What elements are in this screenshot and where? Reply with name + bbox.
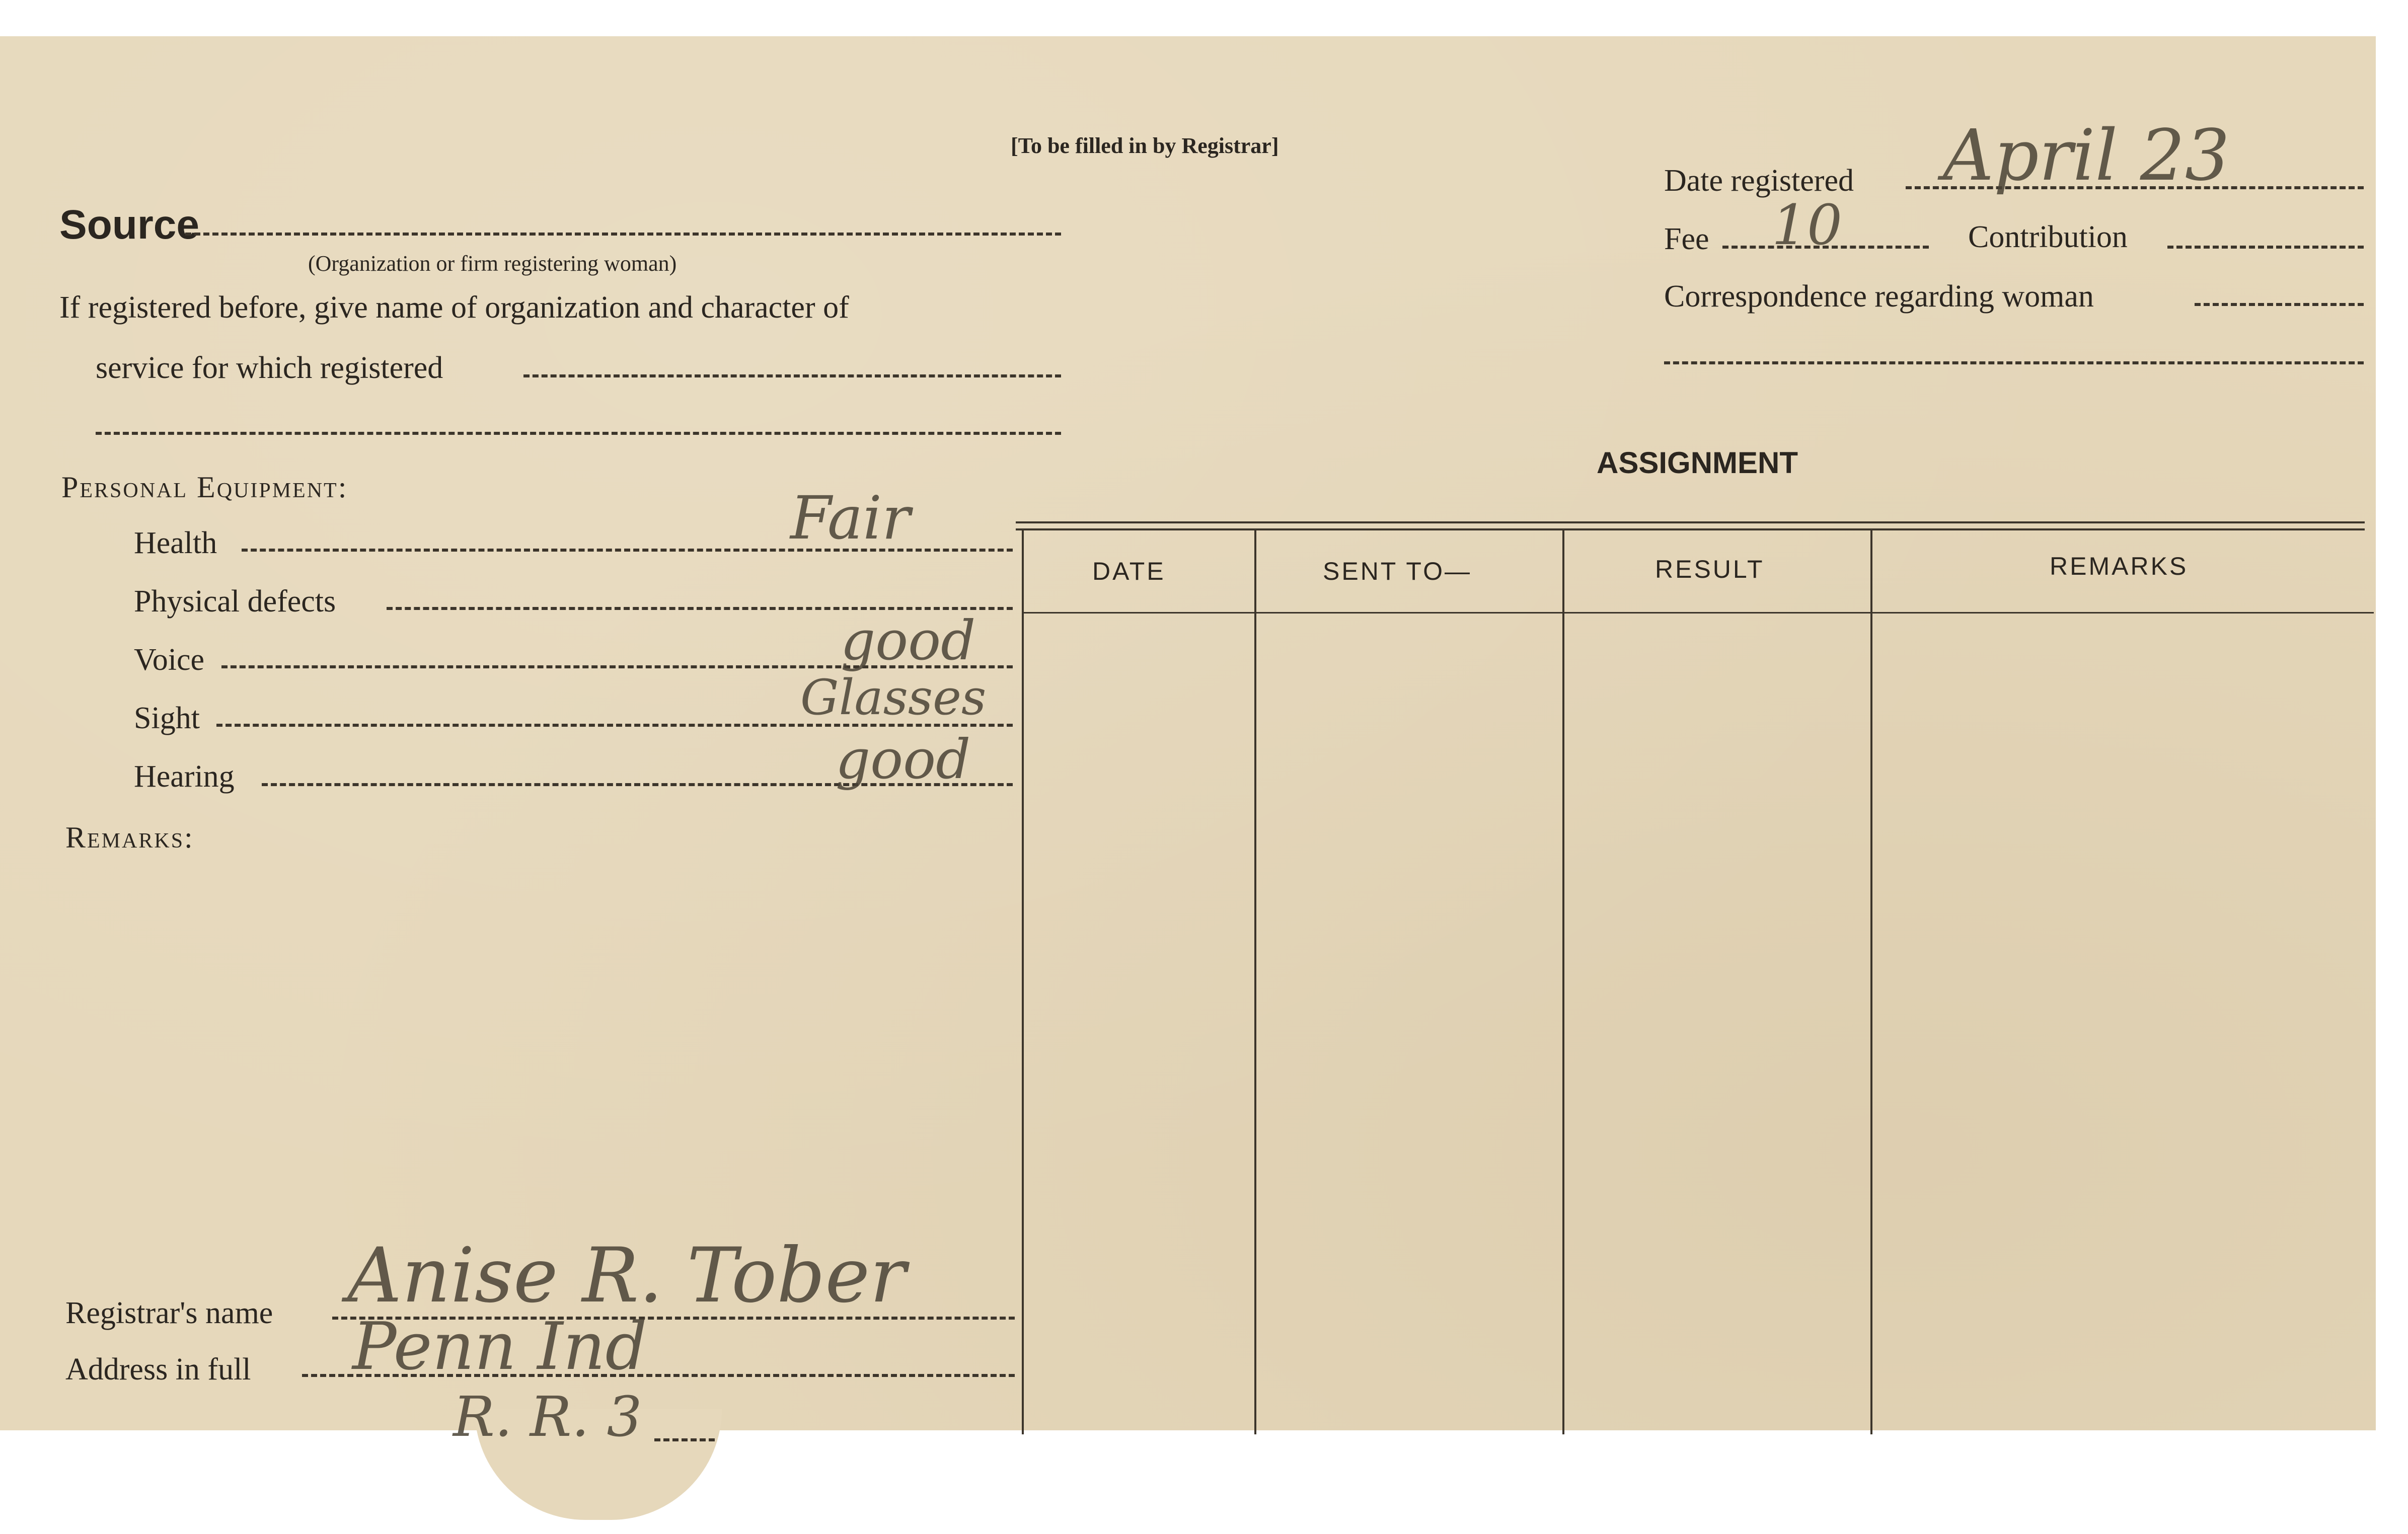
filled-by-note: [To be filled in by Registrar] <box>1011 133 1279 158</box>
personal-equipment-heading: Personal Equipment: <box>61 471 348 504</box>
assignment-top-rule-2 <box>1016 528 2365 530</box>
hearing-value: good <box>836 728 971 791</box>
health-value: Fair <box>790 483 911 553</box>
registered-before-line <box>523 374 1061 377</box>
registrar-name-value: Anise R. Tober <box>347 1232 906 1320</box>
voice-label: Voice <box>134 643 205 677</box>
address-value-line2: R. R. 3 <box>453 1385 642 1449</box>
column-result: RESULT <box>1655 555 1765 583</box>
address-label: Address in full <box>65 1352 251 1387</box>
correspondence-label: Correspondence regarding woman <box>1664 279 2094 314</box>
assignment-heading: ASSIGNMENT <box>1597 446 1798 480</box>
column-sent-to: SENT TO— <box>1323 557 1472 585</box>
source-note: (Organization or firm registering woman) <box>308 251 677 276</box>
fee-label: Fee <box>1664 222 1709 256</box>
assignment-col-divider-2 <box>1254 529 1256 1434</box>
assignment-col-divider-4 <box>1870 529 1872 1434</box>
sight-label: Sight <box>134 701 200 735</box>
registered-before-line2: service for which registered <box>96 351 443 385</box>
assignment-col-divider-1 <box>1022 529 1024 1434</box>
health-label: Health <box>134 526 217 560</box>
correspondence-extra-line <box>1664 361 2364 364</box>
source-line <box>185 233 1061 236</box>
date-registered-label: Date registered <box>1664 164 1854 198</box>
assignment-top-rule <box>1016 521 2365 523</box>
contribution-label: Contribution <box>1968 220 2128 254</box>
assignment-col-divider-3 <box>1562 529 1564 1434</box>
address-tab-line <box>654 1438 715 1441</box>
column-remarks: REMARKS <box>2050 552 2189 580</box>
column-date: DATE <box>1092 557 1166 585</box>
assignment-header-rule <box>1022 612 2374 613</box>
date-registered-value: April 23 <box>1943 115 2230 197</box>
voice-value: good <box>841 609 976 672</box>
address-value: Penn Ind <box>352 1308 647 1385</box>
registered-before-extra-line <box>96 432 1061 435</box>
physical-defects-label: Physical defects <box>134 584 336 619</box>
fee-value: 10 <box>1772 193 1842 257</box>
sight-value: Glasses <box>800 669 987 726</box>
registered-before-line1: If registered before, give name of organization and character of <box>59 290 849 325</box>
contribution-line <box>2167 246 2364 249</box>
source-label: Source <box>59 202 199 248</box>
hearing-label: Hearing <box>134 759 235 794</box>
registrar-name-label: Registrar's name <box>65 1296 273 1330</box>
correspondence-line <box>2195 303 2364 306</box>
remarks-label: Remarks: <box>65 821 194 854</box>
